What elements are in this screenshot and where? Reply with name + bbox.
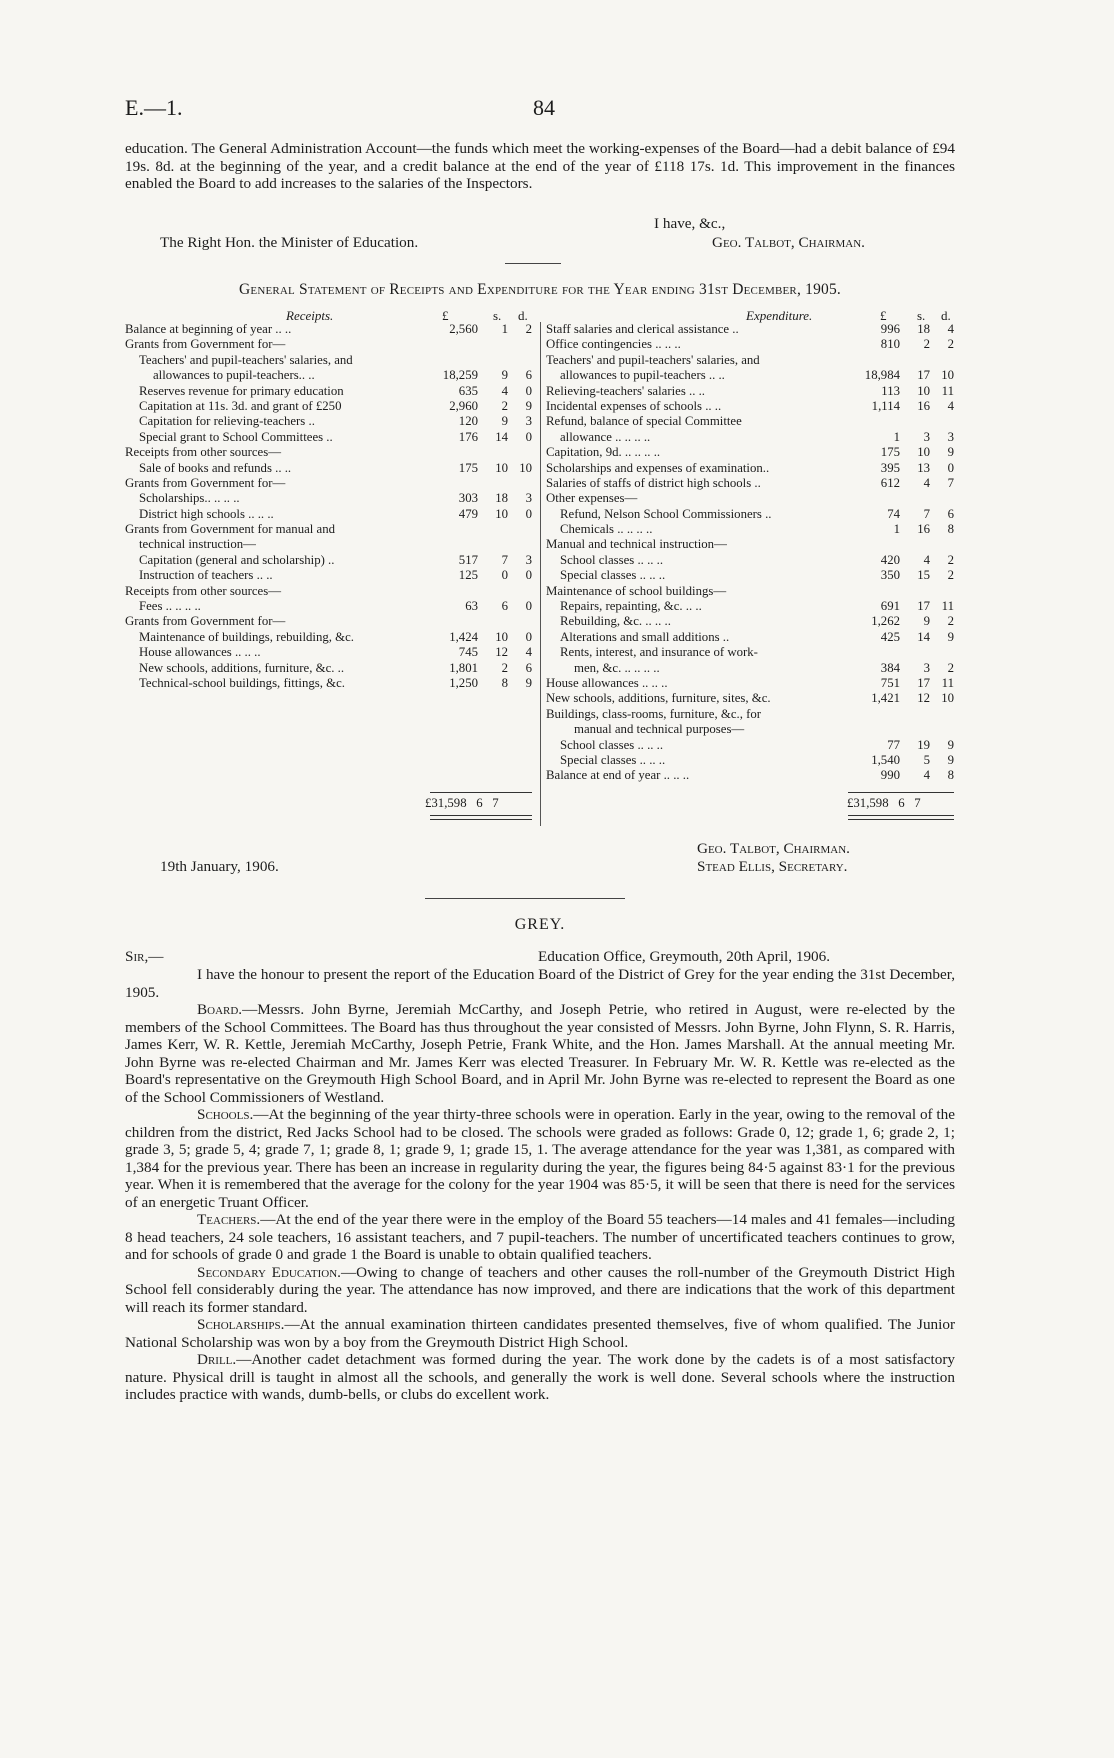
expenditure-label: Incidental expenses of schools .. ..	[546, 398, 722, 413]
teachers-text: —At the end of the year there were in the employ of the Board 55 teachers—14 males and 41 females—including 8 head teachers, 24 sole teachers, 16 assistant teachers, and 7 pupil-teachers. The number of uncertificated teachers continues to grow, and for schools of grade 0 and grade 1 the Board is unable to obtain qualified teachers.	[125, 1211, 955, 1263]
receipt-pence: 0	[525, 383, 532, 398]
receipt-label: Maintenance of buildings, rebuilding, &c.	[139, 629, 355, 644]
receipt-row	[125, 630, 532, 645]
expenditure-row	[546, 445, 954, 460]
expenditure-label: Manual and technical instruction—	[546, 537, 727, 552]
expenditure-label: Alterations and small additions ..	[560, 629, 730, 644]
expenditure-shillings: 4	[923, 552, 930, 567]
expenditure-pence: 9	[947, 737, 954, 752]
receipt-label: technical instruction—	[139, 537, 256, 552]
expenditure-pence: 2	[947, 568, 954, 583]
receipt-pounds: 125	[458, 568, 478, 583]
expenditure-label: Refund, balance of special Committee	[546, 414, 742, 429]
paragraph-board	[125, 1001, 955, 1106]
expenditure-pounds: 1,540	[871, 752, 900, 767]
expenditure-pounds: 420	[880, 552, 900, 567]
expenditure-label: Buildings, class-rooms, furniture, &c., for	[546, 706, 762, 721]
expenditure-pence: 2	[947, 337, 954, 352]
receipt-label: Receipts from other sources—	[125, 583, 282, 598]
expenditure-row	[546, 661, 954, 676]
expenditure-total-shillings: 6	[898, 796, 905, 810]
expenditure-shillings: 15	[917, 568, 930, 583]
expenditure-pence: 10	[941, 368, 954, 383]
expenditure-row	[546, 584, 954, 599]
expenditure-total-pence: 7	[914, 796, 921, 810]
receipt-label: Grants from Government for—	[125, 614, 286, 629]
letter-signatory: Geo. Talbot, Chairman.	[712, 234, 865, 251]
expenditure-label: allowances to pupil-teachers .. ..	[560, 368, 725, 383]
receipt-row	[125, 430, 532, 445]
expenditure-row	[546, 707, 954, 722]
receipt-shillings: 6	[501, 599, 508, 614]
receipt-label: Teachers' and pupil-teachers' salaries, and	[139, 352, 353, 367]
receipt-row	[125, 661, 532, 676]
drill-heading: Drill.	[197, 1351, 237, 1368]
expenditure-pounds: 18,984	[864, 368, 900, 383]
expenditure-pounds: 1,421	[871, 691, 900, 706]
receipt-row	[125, 584, 532, 599]
receipt-label: Grants from Government for—	[125, 475, 286, 490]
intro-text: education. The General Administration Account—the funds which meet the working-expenses of the Board—had a debit balance of £94 19s. 8d. at the beginning of the year, and a credit balance at the end of the year of £118 17s. 1d. This improvement in the finances enabled the Board to add increases to the salaries of the Inspectors.	[125, 140, 955, 192]
receipt-row	[125, 384, 532, 399]
receipt-shillings: 12	[495, 645, 508, 660]
board-heading: Board.	[197, 1001, 243, 1018]
scholarships-text: —At the annual examination thirteen candidates presented themselves, five of whom qualified. The Junior National Scholarship was won by a boy from the Greymouth District High School.	[125, 1316, 955, 1351]
receipt-shillings: 4	[501, 383, 508, 398]
expenditure-shillings-unit: s.	[917, 308, 926, 323]
receipt-row	[125, 599, 532, 614]
expenditure-shillings: 3	[923, 429, 930, 444]
section-rule	[425, 898, 625, 899]
page-number: 84	[533, 95, 555, 120]
expenditure-pence: 2	[947, 660, 954, 675]
statement-chairman: Geo. Talbot, Chairman.	[697, 840, 850, 857]
expenditure-row	[546, 368, 954, 383]
receipt-pence: 9	[525, 675, 532, 690]
expenditure-label: New schools, additions, furniture, sites, &c.	[546, 691, 771, 706]
receipt-shillings: 1	[501, 322, 508, 336]
expenditure-pounds: 691	[880, 599, 900, 614]
expenditure-label: Rents, interest, and insurance of work-	[560, 645, 758, 660]
expenditure-shillings: 13	[917, 460, 930, 475]
separator-rule	[505, 263, 561, 264]
receipt-pounds: 2,560	[449, 322, 478, 336]
receipts-column	[125, 322, 532, 691]
expenditure-label: Chemicals .. .. .. ..	[560, 522, 653, 537]
receipt-row	[125, 461, 532, 476]
column-divider	[540, 322, 541, 826]
expenditure-heading: Expenditure.	[746, 308, 813, 323]
receipt-label: Technical-school buildings, fittings, &c.	[139, 675, 345, 690]
receipts-total-rule	[430, 792, 532, 793]
receipt-pence: 4	[525, 645, 532, 660]
expenditure-label: Relieving-teachers' salaries .. ..	[546, 383, 706, 398]
expenditure-row	[546, 491, 954, 506]
receipt-row	[125, 522, 532, 537]
receipts-heading: Receipts.	[286, 308, 334, 323]
expenditure-pence: 7	[947, 475, 954, 490]
expenditure-shillings: 10	[917, 383, 930, 398]
expenditure-row	[546, 753, 954, 768]
receipt-shillings: 7	[501, 552, 508, 567]
expenditure-pence: 11	[941, 383, 954, 398]
receipt-pounds: 1,424	[449, 629, 478, 644]
receipts-pence-unit: d.	[518, 308, 528, 323]
document-reference: E.—1.	[125, 95, 183, 120]
receipt-row	[125, 553, 532, 568]
receipt-label: Receipts from other sources—	[125, 445, 282, 460]
expenditure-pence: 10	[941, 691, 954, 706]
expenditure-row	[546, 722, 954, 737]
receipt-label: District high schools .. .. ..	[139, 506, 274, 521]
expenditure-row	[546, 614, 954, 629]
expenditure-pence: 11	[941, 675, 954, 690]
expenditure-pence: 2	[947, 552, 954, 567]
receipts-total-pounds: £31,598	[425, 796, 467, 810]
receipt-pence: 9	[525, 398, 532, 413]
expenditure-pence: 4	[947, 398, 954, 413]
receipts-total-pence: 7	[492, 796, 499, 810]
expenditure-shillings: 16	[917, 398, 930, 413]
expenditure-label: allowance .. .. .. ..	[560, 429, 651, 444]
expenditure-row	[546, 676, 954, 691]
statement-secretary: Stead Ellis, Secretary.	[697, 858, 848, 875]
expenditure-shillings: 9	[923, 614, 930, 629]
receipt-pence: 0	[525, 568, 532, 583]
letter-address: Education Office, Greymouth, 20th April, 1906.	[538, 948, 831, 965]
expenditure-total	[847, 796, 921, 811]
expenditure-pounds: 175	[880, 445, 900, 460]
expenditure-label: Scholarships and expenses of examination..	[546, 460, 770, 475]
expenditure-row	[546, 630, 954, 645]
paragraph-secondary-education	[125, 1264, 955, 1317]
receipt-pounds: 635	[458, 383, 478, 398]
expenditure-double-rule	[848, 815, 954, 820]
expenditure-label: Maintenance of school buildings—	[546, 583, 727, 598]
expenditure-shillings: 3	[923, 660, 930, 675]
expenditure-pounds: 113	[881, 383, 900, 398]
receipt-pence: 3	[525, 414, 532, 429]
drill-text: —Another cadet detachment was formed during the year. The work done by the cadets is of a most satisfactory nature. Physical drill is taught in almost all the schools, and generally the work is well done. Several schools where the instruction includes practice with wands, dumb-bells, or clubs do excellent work.	[125, 1351, 955, 1403]
receipt-label: House allowances .. .. ..	[139, 645, 261, 660]
expenditure-pence: 11	[941, 599, 954, 614]
receipt-shillings: 2	[501, 660, 508, 675]
receipt-row	[125, 507, 532, 522]
receipts-shillings-unit: s.	[493, 308, 502, 323]
receipt-pence: 2	[525, 322, 532, 336]
expenditure-label: School classes .. .. ..	[560, 552, 664, 567]
expenditure-row	[546, 430, 954, 445]
receipt-pence: 3	[525, 552, 532, 567]
receipt-shillings: 9	[501, 414, 508, 429]
receipt-row	[125, 353, 532, 368]
expenditure-pounds: 74	[887, 506, 900, 521]
expenditure-shillings: 16	[917, 522, 930, 537]
expenditure-pounds: 996	[880, 322, 900, 336]
receipt-pounds: 120	[458, 414, 478, 429]
receipt-pence: 3	[525, 491, 532, 506]
expenditure-row	[546, 768, 954, 783]
receipt-shillings: 10	[495, 506, 508, 521]
teachers-heading: Teachers.	[197, 1211, 261, 1228]
expenditure-pence: 9	[947, 752, 954, 767]
receipt-shillings: 9	[501, 368, 508, 383]
receipt-row	[125, 537, 532, 552]
expenditure-pounds-unit: £	[880, 308, 887, 323]
expenditure-row	[546, 568, 954, 583]
expenditure-label: Salaries of staffs of district high schools ..	[546, 475, 761, 490]
expenditure-row	[546, 384, 954, 399]
expenditure-row	[546, 537, 954, 552]
receipts-double-rule	[430, 815, 532, 820]
paragraph-teachers	[125, 1211, 955, 1264]
expenditure-row	[546, 461, 954, 476]
receipt-pounds: 1,250	[449, 675, 478, 690]
receipt-pounds: 63	[465, 599, 478, 614]
receipt-pounds: 175	[458, 460, 478, 475]
expenditure-shillings: 2	[923, 337, 930, 352]
expenditure-shillings: 18	[917, 322, 930, 336]
expenditure-pounds: 350	[880, 568, 900, 583]
expenditure-shillings: 4	[923, 768, 930, 783]
expenditure-pounds: 77	[887, 737, 900, 752]
receipt-label: Scholarships.. .. .. ..	[139, 491, 240, 506]
receipt-pounds: 745	[458, 645, 478, 660]
receipt-label: Reserves revenue for primary education	[139, 383, 344, 398]
receipt-label: Capitation for relieving-teachers ..	[139, 414, 315, 429]
expenditure-label: men, &c. .. .. .. ..	[574, 660, 660, 675]
letter-addressee: The Right Hon. the Minister of Education.	[160, 234, 419, 251]
expenditure-label: Repairs, repainting, &c. .. ..	[560, 599, 702, 614]
expenditure-pounds: 395	[880, 460, 900, 475]
receipt-row	[125, 445, 532, 460]
expenditure-shillings: 19	[917, 737, 930, 752]
expenditure-label: House allowances .. .. ..	[546, 675, 668, 690]
expenditure-shillings: 10	[917, 445, 930, 460]
receipt-row	[125, 568, 532, 583]
receipt-label: Balance at beginning of year .. ..	[125, 322, 292, 336]
receipt-pence: 6	[525, 660, 532, 675]
expenditure-row	[546, 322, 954, 337]
expenditure-label: Balance at end of year .. .. ..	[546, 768, 690, 783]
receipts-total-shillings: 6	[476, 796, 483, 810]
receipt-row	[125, 491, 532, 506]
expenditure-pence: 8	[947, 522, 954, 537]
receipt-row	[125, 368, 532, 383]
receipt-row	[125, 322, 532, 337]
expenditure-label: Special classes .. .. ..	[560, 752, 666, 767]
expenditure-row	[546, 337, 954, 352]
expenditure-label: manual and technical purposes—	[574, 722, 745, 737]
receipt-label: Capitation at 11s. 3d. and grant of £250	[139, 398, 342, 413]
expenditure-row	[546, 414, 954, 429]
expenditure-shillings: 12	[917, 691, 930, 706]
statement-date: 19th January, 1906.	[160, 858, 279, 875]
receipt-row	[125, 676, 532, 691]
paragraph-drill	[125, 1351, 955, 1404]
intro-paragraph	[125, 140, 955, 193]
expenditure-pence: 8	[947, 768, 954, 783]
secondary-education-heading: Secondary Education.	[197, 1263, 341, 1281]
receipt-pounds: 303	[458, 491, 478, 506]
expenditure-row	[546, 645, 954, 660]
expenditure-row	[546, 476, 954, 491]
expenditure-row	[546, 507, 954, 522]
statement-title: General Statement of Receipts and Expenditure for the Year ending 31st December, 1905.	[239, 281, 841, 298]
expenditure-row	[546, 738, 954, 753]
expenditure-row	[546, 522, 954, 537]
expenditure-pence: 9	[947, 629, 954, 644]
schools-heading: Schools.	[197, 1106, 254, 1123]
receipt-label: allowances to pupil-teachers.. ..	[153, 368, 315, 383]
expenditure-shillings: 4	[923, 475, 930, 490]
receipt-shillings: 10	[495, 460, 508, 475]
expenditure-row	[546, 553, 954, 568]
expenditure-shillings: 17	[917, 368, 930, 383]
receipt-pence: 0	[525, 429, 532, 444]
receipt-pence: 0	[525, 599, 532, 614]
receipt-pounds: 479	[458, 506, 478, 521]
receipt-label: Grants from Government for—	[125, 337, 286, 352]
expenditure-label: Other expenses—	[546, 491, 638, 506]
receipt-pounds: 2,960	[449, 398, 478, 413]
receipt-row	[125, 476, 532, 491]
expenditure-row	[546, 353, 954, 368]
grey-report-body	[125, 966, 955, 1404]
expenditure-pence-unit: d.	[941, 308, 951, 323]
expenditure-pounds: 810	[880, 337, 900, 352]
expenditure-label: Refund, Nelson School Commissioners ..	[560, 506, 772, 521]
expenditure-shillings: 17	[917, 675, 930, 690]
receipt-row	[125, 645, 532, 660]
expenditure-label: Office contingencies .. .. ..	[546, 337, 681, 352]
expenditure-shillings: 17	[917, 599, 930, 614]
receipt-shillings: 10	[495, 629, 508, 644]
receipt-row	[125, 399, 532, 414]
receipt-label: Fees .. .. .. ..	[139, 599, 201, 614]
expenditure-pounds: 425	[880, 629, 900, 644]
expenditure-row	[546, 599, 954, 614]
expenditure-pence: 9	[947, 445, 954, 460]
expenditure-row	[546, 399, 954, 414]
expenditure-label: School classes .. .. ..	[560, 737, 664, 752]
expenditure-label: Staff salaries and clerical assistance ..	[546, 322, 739, 336]
expenditure-shillings: 5	[923, 752, 930, 767]
receipts-pounds-unit: £	[442, 308, 449, 323]
receipt-shillings: 2	[501, 398, 508, 413]
expenditure-pounds: 612	[880, 475, 900, 490]
section-heading-grey: GREY.	[514, 916, 566, 933]
receipts-total	[425, 796, 499, 811]
receipt-pence: 0	[525, 629, 532, 644]
expenditure-pence: 3	[947, 429, 954, 444]
expenditure-label: Special classes .. .. ..	[560, 568, 666, 583]
receipt-row	[125, 337, 532, 352]
expenditure-label: Rebuilding, &c. .. .. ..	[560, 614, 671, 629]
expenditure-pence: 0	[947, 460, 954, 475]
board-text: —Messrs. John Byrne, Jeremiah McCarthy, and Joseph Petrie, who retired in August, were re-elected by the members of the School Committees. The Board has thus throughout the year consisted of Messrs. John Byrne, John Flynn, S. R. Harris, James Kerr, W. R. Kettle, Jeremiah McCarthy, Joseph Petrie, Frank White, and the Hon. James Marshall. At the annual meeting Mr. John Byrne was re-elected Chairman and Mr. James Kerr was elected Treasurer. In February Mr. W. R. Kettle was re-elected as the Board's representative on the Greymouth High School Board, and in April Mr. John Byrne was re-elected to represent the Board as one of the School Commissioners of Westland.	[125, 1001, 955, 1106]
expenditure-pounds: 1,262	[871, 614, 900, 629]
paragraph-scholarships	[125, 1316, 955, 1351]
receipt-pence: 0	[525, 506, 532, 521]
receipt-pounds: 517	[458, 552, 478, 567]
receipt-label: Capitation (general and scholarship) ..	[139, 552, 335, 567]
receipt-shillings: 0	[501, 568, 508, 583]
opening-paragraph: I have the honour to present the report of the Education Board of the District of Grey for the year ending the 31st December, 1905.	[125, 966, 955, 1001]
secondary-education-text: —Owing to change of teachers and other causes the roll-number of the Greymouth District High School fell considerably during the year. The attendance has now improved, and there are indications that the work of this department will reach its former standard.	[125, 1263, 955, 1316]
expenditure-total-rule	[848, 792, 954, 793]
expenditure-pounds: 1	[893, 429, 900, 444]
expenditure-pounds: 751	[880, 675, 900, 690]
schools-text: —At the beginning of the year thirty-three schools were in operation. Early in the year, owing to the removal of the children from the district, Red Jacks School had to be closed. The schools were graded as follows: Grade 0, 12; grade 1, 6; grade 2, 1; grade 3, 5; grade 5, 4; grade 7, 1; grade 8, 1; grade 9, 1; grade 15, 1. The average attendance for the year was 1,381, as compared with 1,384 for the previous year. There has been an increase in regularity during the year, the figures being 84·5 against 83·1 for the previous year. When it is remembered that the average for the colony for the year 1904 was 85·5, it will be seen that there is need for the services of an energetic Truant Officer.	[125, 1106, 955, 1211]
receipt-label: Sale of books and refunds .. ..	[139, 460, 292, 475]
paragraph-schools	[125, 1106, 955, 1211]
expenditure-pounds: 1	[893, 522, 900, 537]
receipt-label: Special grant to School Committees ..	[139, 429, 333, 444]
receipt-row	[125, 614, 532, 629]
receipt-pence: 10	[519, 460, 532, 475]
receipt-row	[125, 414, 532, 429]
expenditure-pence: 6	[947, 506, 954, 521]
expenditure-column	[546, 322, 954, 784]
expenditure-row	[546, 691, 954, 706]
receipt-label: New schools, additions, furniture, &c. ..	[139, 660, 345, 675]
receipt-pounds: 176	[458, 429, 478, 444]
receipt-label: Instruction of teachers .. ..	[139, 568, 273, 583]
receipt-pounds: 18,259	[442, 368, 478, 383]
expenditure-shillings: 7	[923, 506, 930, 521]
expenditure-shillings: 14	[917, 629, 930, 644]
letter-closing: I have, &c.,	[654, 215, 726, 232]
expenditure-pence: 4	[947, 322, 954, 336]
expenditure-pence: 2	[947, 614, 954, 629]
receipt-label: Grants from Government for manual and	[125, 522, 336, 537]
expenditure-label: Teachers' and pupil-teachers' salaries, and	[546, 352, 760, 367]
receipt-shillings: 18	[495, 491, 508, 506]
receipt-pence: 6	[525, 368, 532, 383]
expenditure-total-pounds: £31,598	[847, 796, 889, 810]
receipt-shillings: 14	[495, 429, 508, 444]
salutation: Sir,—	[125, 948, 164, 965]
receipt-pounds: 1,801	[449, 660, 478, 675]
scholarships-heading: Scholarships.	[197, 1316, 285, 1333]
expenditure-pounds: 990	[880, 768, 900, 783]
receipt-shillings: 8	[501, 675, 508, 690]
expenditure-pounds: 1,114	[871, 398, 900, 413]
expenditure-label: Capitation, 9d. .. .. .. ..	[546, 445, 661, 460]
expenditure-pounds: 384	[880, 660, 900, 675]
